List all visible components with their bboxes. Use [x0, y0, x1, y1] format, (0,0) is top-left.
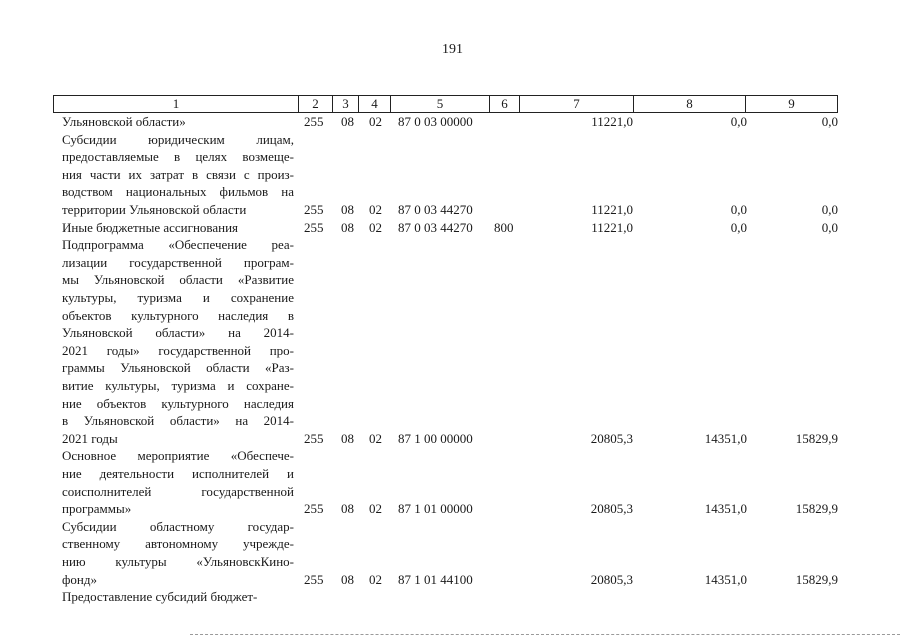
header-cell: 4	[358, 95, 391, 113]
cell-c2: 255	[304, 202, 324, 217]
table-row	[0, 412, 905, 429]
cell-c3: 08	[341, 202, 354, 217]
cell-c8: 0,0	[730, 114, 747, 129]
cell-c6: 800	[494, 219, 514, 235]
table-row	[0, 465, 905, 482]
cell-c4: 02	[369, 219, 382, 235]
table-row	[0, 588, 905, 605]
table-row	[0, 113, 905, 130]
header-cell: 8	[633, 95, 746, 113]
table-row	[0, 201, 905, 218]
cell-c8: 0,0	[730, 219, 747, 235]
row-text: предоставляемые в целях возмеще-	[62, 149, 294, 165]
table-row	[0, 377, 905, 394]
header-cell: 3	[332, 95, 359, 113]
row-text: Предоставление субсидий бюджет-	[62, 589, 258, 605]
cell-c4: 02	[369, 114, 382, 129]
row-text: объектов культурного наследия в	[62, 307, 294, 323]
cell-c3: 08	[341, 219, 354, 235]
cell-c9: 15829,9	[795, 501, 838, 517]
cell-c8: 14351,0	[704, 430, 747, 446]
row-text: нию культуры «УльяновскКино-	[62, 554, 294, 569]
table-row	[0, 447, 905, 464]
table-row	[0, 183, 905, 200]
header-cell: 5	[390, 95, 490, 113]
table-row	[0, 236, 905, 253]
table-row	[0, 571, 905, 588]
row-text: культуры, туризма и сохранение	[62, 290, 294, 305]
row-text: водством национальных фильмов на	[62, 184, 294, 200]
header-cell: 6	[489, 95, 520, 113]
table-row	[0, 166, 905, 183]
table-row	[0, 254, 905, 271]
cell-c3: 08	[341, 114, 354, 129]
table-row	[0, 342, 905, 359]
header-cell: 9	[745, 95, 838, 113]
cell-c2: 255	[304, 571, 324, 587]
row-text: Ульяновской области»	[62, 114, 186, 129]
table-row	[0, 500, 905, 517]
cell-c7: 11221,0	[591, 202, 633, 217]
row-text: ние деятельности исполнителей и	[62, 466, 294, 481]
row-text: Подпрограмма «Обеспечение реа-	[62, 237, 294, 253]
table-row	[0, 359, 905, 376]
cell-c5: 87 0 03 44270	[398, 202, 473, 217]
cell-c9: 0,0	[821, 202, 838, 217]
table-row	[0, 324, 905, 341]
table-row	[0, 289, 905, 306]
row-text: Иные бюджетные ассигнования	[62, 219, 239, 235]
row-text: витие культуры, туризма и сохране-	[62, 378, 294, 393]
cell-c5: 87 0 03 00000	[398, 114, 473, 129]
row-text: граммы Ульяновской области «Раз-	[62, 360, 294, 376]
header-cell: 7	[519, 95, 634, 113]
row-text: лизации государственной програм-	[62, 254, 294, 270]
header-cell: 2	[298, 95, 333, 113]
cell-c9: 0,0	[821, 114, 838, 129]
cell-c4: 02	[369, 202, 382, 217]
table-row	[0, 271, 905, 288]
row-text: Ульяновской области» на 2014-	[62, 325, 294, 341]
row-text: программы»	[62, 501, 132, 517]
cell-c8: 14351,0	[704, 501, 747, 517]
cell-c2: 255	[304, 114, 324, 129]
row-text: соисполнителей государственной	[62, 483, 294, 499]
table-row	[0, 395, 905, 412]
table-row	[0, 131, 905, 148]
row-text: ственному автономному учрежде-	[62, 536, 294, 552]
cell-c5: 87 0 03 44270	[398, 219, 473, 235]
row-text: в Ульяновской области» на 2014-	[62, 413, 294, 429]
table-row	[0, 219, 905, 236]
cell-c9: 0,0	[821, 219, 838, 235]
cell-c4: 02	[369, 430, 382, 446]
cell-c3: 08	[341, 571, 354, 587]
cell-c9: 15829,9	[795, 571, 838, 587]
row-text: ния части их затрат в связи с произ-	[62, 166, 294, 182]
cell-c7: 20805,3	[590, 571, 633, 587]
row-text: территории Ульяновской области	[62, 202, 247, 217]
row-text: 2021 годы» государственной про-	[62, 342, 294, 358]
cell-c5: 87 1 01 44100	[398, 571, 473, 587]
cell-c7: 20805,3	[590, 430, 633, 446]
cell-c7: 11221,0	[591, 114, 633, 129]
row-text: 2021 годы	[62, 430, 118, 446]
table-row	[0, 535, 905, 552]
cell-c7: 11221,0	[591, 219, 633, 235]
cell-c8: 14351,0	[704, 571, 747, 587]
page-number: 191	[442, 42, 463, 57]
cell-c2: 255	[304, 430, 324, 446]
cell-c9: 15829,9	[795, 430, 838, 446]
table-row	[0, 430, 905, 447]
scan-artifact-line	[190, 634, 900, 635]
cell-c4: 02	[369, 571, 382, 587]
row-text: Субсидии областному государ-	[62, 518, 294, 534]
table-row	[0, 307, 905, 324]
cell-c3: 08	[341, 501, 354, 517]
table-row	[0, 148, 905, 165]
row-text: фонд»	[62, 571, 97, 587]
cell-c5: 87 1 00 00000	[398, 430, 473, 446]
header-cell: 1	[53, 95, 299, 113]
cell-c3: 08	[341, 430, 354, 446]
table-row	[0, 553, 905, 570]
cell-c7: 20805,3	[590, 501, 633, 517]
cell-c5: 87 1 01 00000	[398, 501, 473, 517]
cell-c2: 255	[304, 501, 324, 517]
row-text: Основное мероприятие «Обеспече-	[62, 448, 294, 464]
row-text: Субсидии юридическим лицам,	[62, 131, 294, 147]
row-text: мы Ульяновской области «Развитие	[62, 272, 294, 288]
cell-c8: 0,0	[730, 202, 747, 217]
cell-c4: 02	[369, 501, 382, 517]
row-text: ние объектов культурного наследия	[62, 395, 294, 411]
cell-c2: 255	[304, 219, 324, 235]
table-row	[0, 483, 905, 500]
table-row	[0, 518, 905, 535]
